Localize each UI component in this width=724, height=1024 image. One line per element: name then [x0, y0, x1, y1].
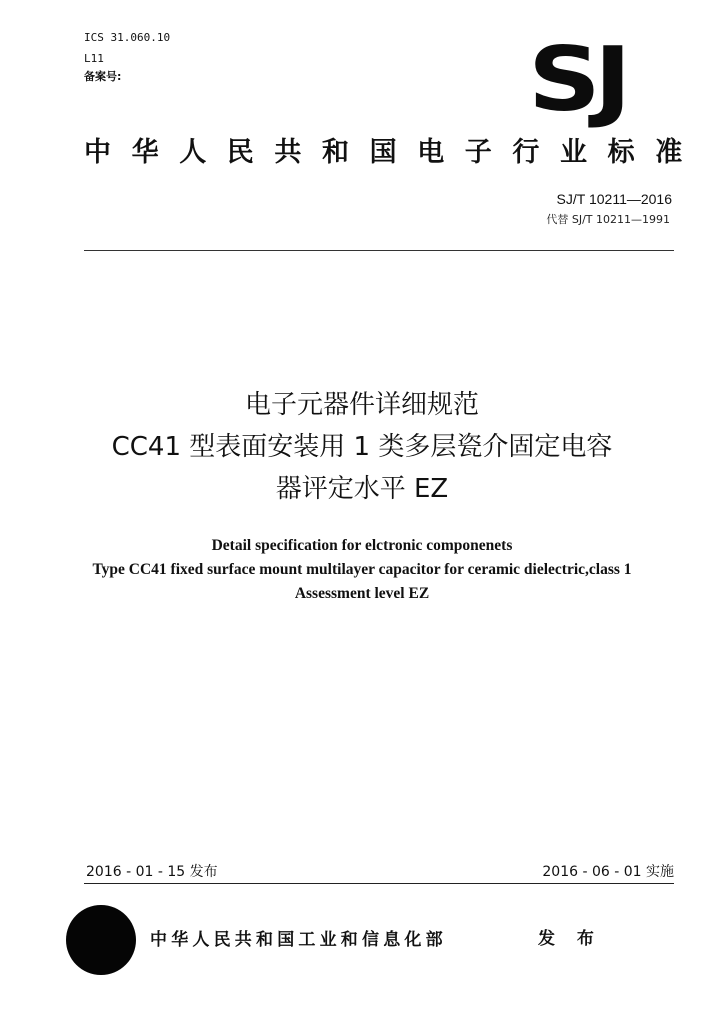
chinese-title-line-2: CC41 型表面安装用 1 类多层瓷介固定电容 — [111, 432, 613, 462]
classification-code: L11 — [84, 52, 104, 65]
record-number-label: 备案号: — [84, 70, 122, 83]
standard-number: SJ/T 10211—2016 — [556, 191, 672, 207]
published-date: 2016 - 01 - 15 发布 — [86, 864, 218, 880]
chinese-title-line-3: 器评定水平 EZ — [275, 474, 449, 504]
header-divider — [84, 250, 674, 251]
industry-standard-title: 中华人民共和国电子行业标准 — [84, 137, 703, 168]
footer-divider — [84, 883, 674, 884]
effective-date: 2016 - 06 - 01 实施 — [542, 864, 674, 880]
ministry-seal-icon — [66, 905, 136, 975]
ministry-name: 中华人民共和国工业和信息化部 — [150, 930, 447, 950]
english-title-line-2: Type CC41 fixed surface mount multilayer capacitor for ceramic dielectric,class 1 — [92, 561, 632, 578]
publish-label: 发 布 — [538, 929, 602, 949]
ics-code: ICS 31.060.10 — [84, 31, 171, 44]
english-title-line-1: Detail specification for elctronic componenets — [211, 537, 513, 554]
english-title-line-3: Assessment level EZ — [294, 585, 430, 602]
chinese-title-line-1: 电子元器件详细规范 — [244, 390, 479, 420]
replaces-standard: 代替 SJ/T 10211—1991 — [546, 213, 670, 226]
sj-logo: SJ — [528, 28, 625, 131]
